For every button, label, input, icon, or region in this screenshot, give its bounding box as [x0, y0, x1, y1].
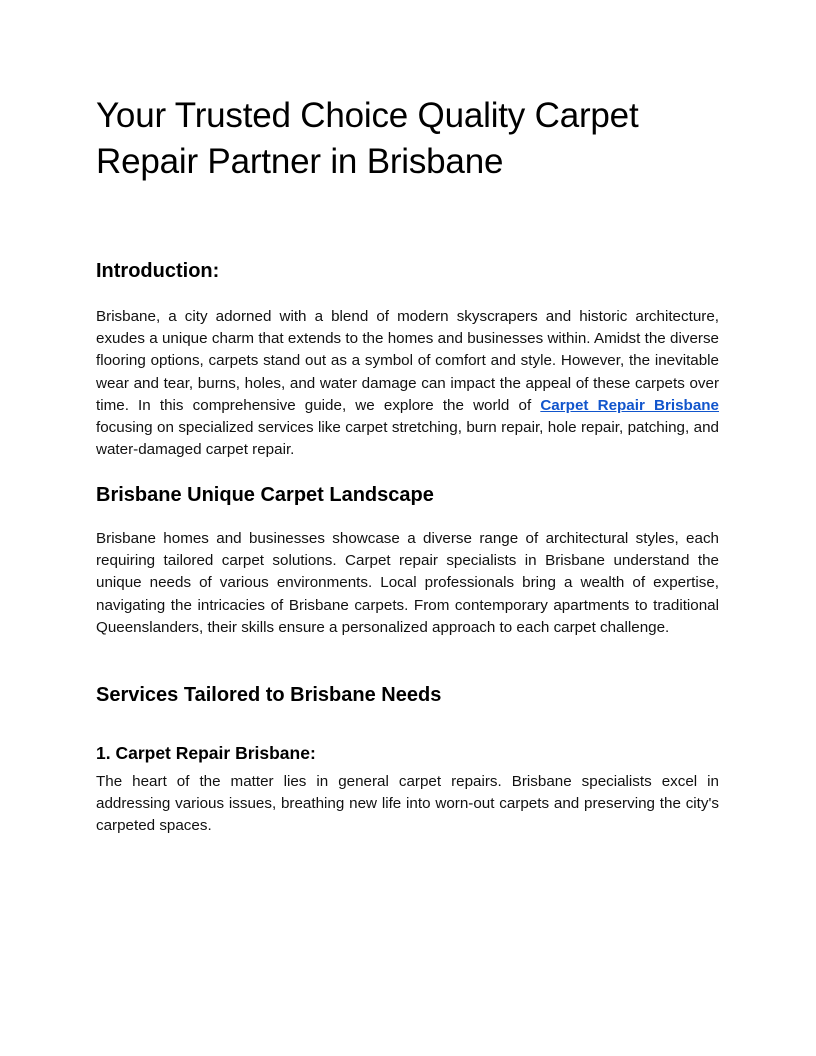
services-heading: Services Tailored to Brisbane Needs: [96, 684, 442, 706]
page-title: Your Trusted Choice Quality Carpet Repair Partner in Brisbane: [96, 96, 639, 181]
landscape-heading: Brisbane Unique Carpet Landscape: [96, 484, 434, 506]
carpet-repair-brisbane-link[interactable]: Carpet Repair Brisbane: [540, 396, 720, 414]
carpet-repair-paragraph: The heart of the matter lies in general carpet repairs. Brisbane specialists excel in addressing various issues, breathing new life into worn-out carpets and preserving the city's carpeted spaces.: [96, 773, 719, 835]
introduction-paragraph: [96, 306, 719, 461]
carpet-repair-subheading: 1. Carpet Repair Brisbane:: [96, 743, 316, 763]
introduction-text-after-link: focusing on specialized services like carpet stretching, burn repair, hole repair, patching, and water-damaged carpet repair.: [96, 419, 719, 459]
landscape-paragraph: Brisbane homes and businesses showcase a diverse range of architectural styles, each requiring tailored carpet solutions. Carpet repair specialists in Brisbane understand the unique needs of various environments. Local professionals bring a wealth of expertise, navigating the intricacies of Brisbane carpets. From contemporary apartments to traditional Queenslanders, their skills ensure a personalized approach to each carpet challenge.: [96, 530, 719, 636]
introduction-text-before-link: Brisbane, a city adorned with a blend of modern skyscrapers and historic architecture, exudes a unique charm that extends to the homes and businesses within. Amidst the diverse flooring options, carpets stand out as a symbol of comfort and style. However, the inevitable wear and tear, burns, holes, and water damage can impact the appeal of these carpets over time. In this comprehensive guide, we explore the world of: [96, 308, 719, 414]
introduction-heading: Introduction:: [96, 260, 220, 282]
